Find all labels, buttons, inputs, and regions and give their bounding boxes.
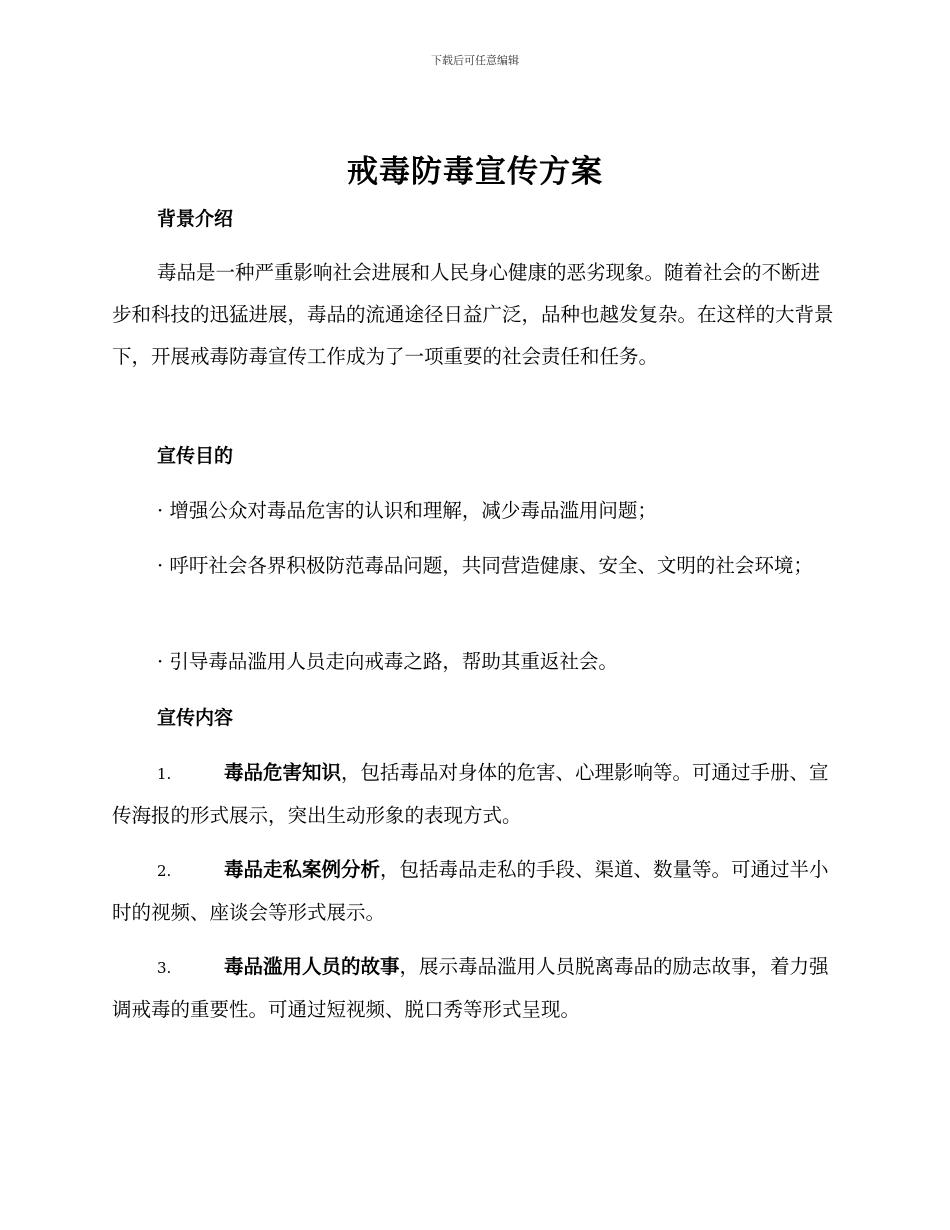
section-heading-background: 背景介绍	[157, 208, 234, 230]
purpose-bullet-3: · 引导毒品滥用人员走向戒毒之路，帮助其重返社会。	[157, 650, 618, 673]
section-heading-purpose: 宣传目的	[157, 445, 234, 467]
content-item-2	[112, 849, 838, 934]
content-item-title: 毒品走私案例分析	[224, 858, 381, 881]
content-item-3	[112, 946, 838, 1031]
section-heading-content: 宣传内容	[157, 707, 234, 729]
content-item-title: 毒品滥用人员的故事	[224, 955, 400, 978]
purpose-bullet-1: · 增强公众对毒品危害的认识和理解，减少毒品滥用问题；	[157, 499, 657, 522]
content-item-1	[112, 752, 838, 837]
content-item-text: ，包括毒品对身体的危害、心理影响等。可通过手册、宣传海报的形式展示，突出生动形象的表现方式。	[112, 761, 829, 827]
content-item-text: ，展示毒品滥用人员脱离毒品的励志故事，着力强调戒毒的重要性。可通过短视频、脱口秀等形式呈现。	[112, 955, 829, 1021]
header-note: 下载后可任意编辑	[431, 54, 519, 67]
purpose-bullet-2: · 呼吁社会各界积极防范毒品问题，共同营造健康、安全、文明的社会环境；	[157, 554, 813, 577]
background-paragraph: 毒品是一种严重影响社会进展和人民身心健康的恶劣现象。随着社会的不断进步和科技的迅猛进展，毒品的流通途径日益广泛，品种也越发复杂。在这样的大背景下，开展戒毒防毒宣传工作成为了一项重要的社会责任和任务。	[112, 261, 834, 368]
content-item-number: 3.	[157, 959, 172, 977]
document-title: 戒毒防毒宣传方案	[347, 154, 603, 190]
content-item-number: 2.	[157, 862, 172, 880]
content-item-text: ，包括毒品走私的手段、渠道、数量等。可通过半小时的视频、座谈会等形式展示。	[112, 858, 829, 924]
content-item-title: 毒品危害知识	[224, 761, 342, 784]
content-item-number: 1.	[157, 765, 172, 783]
